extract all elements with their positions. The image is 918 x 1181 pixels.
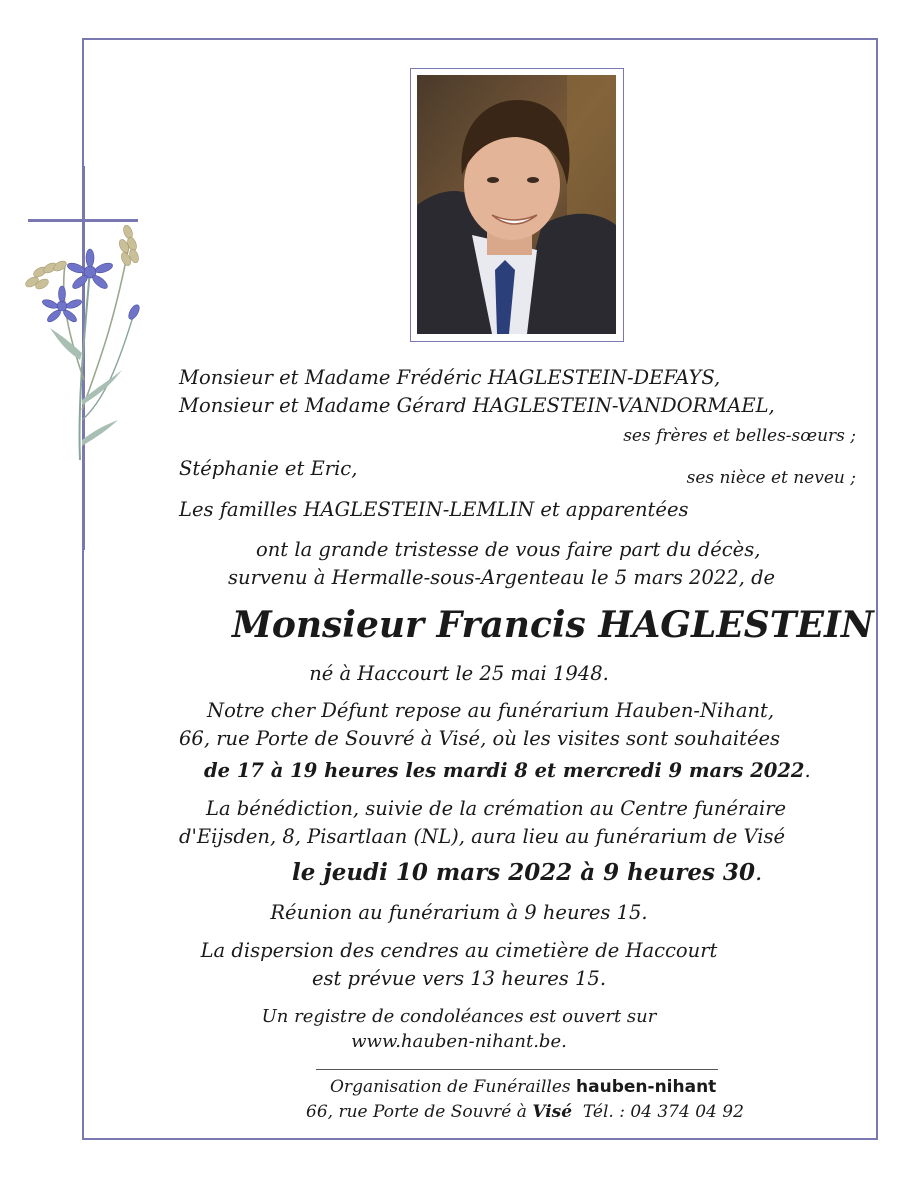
footer-organisation [330, 1077, 716, 1097]
ceremony-date-end: . [754, 860, 763, 886]
footer-address-prefix: 66, rue Porte de Souvré à [306, 1102, 527, 1122]
ceremony-date [292, 859, 762, 886]
dispersion-line-2: est prévue vers 13 heures 15. [311, 967, 607, 990]
portrait-photo [417, 75, 616, 334]
visiting-hours [204, 759, 811, 782]
dispersion-line-1: La dispersion des cendres au cimetière de Haccourt [200, 939, 718, 962]
visiting-hours-text: de 17 à 19 heures les mardi 8 et mercredi 9 mars 2022 [204, 759, 805, 782]
family-relation-2: ses nièce et neveu ; [686, 468, 856, 488]
meeting-line: Réunion au funérarium à 9 heures 15. [270, 901, 648, 924]
footer-org-prefix: Organisation de Funérailles [330, 1077, 571, 1097]
portrait-frame [410, 68, 624, 342]
footer-divider [316, 1069, 718, 1070]
deceased-name: Monsieur Francis HAGLESTEIN [232, 604, 874, 646]
ceremony-line-2: d'Eijsden, 8, Pisartlaan (NL), aura lieu au funérarium de Visé [179, 825, 786, 848]
brand-logo: hauben-nihant [576, 1077, 717, 1097]
footer-address [306, 1102, 744, 1122]
family-line-2: Monsieur et Madame Gérard HAGLESTEIN-VANDORMAEL, [179, 394, 775, 417]
visiting-hours-end: . [804, 759, 811, 782]
family-line-4: Les familles HAGLESTEIN-LEMLIN et apparentées [179, 498, 689, 521]
register-line-1: Un registre de condoléances est ouvert sur [261, 1006, 657, 1027]
family-line-3: Stéphanie et Eric, [179, 457, 358, 480]
family-line-1: Monsieur et Madame Frédéric HAGLESTEIN-DEFAYS, [179, 366, 721, 389]
ceremony-line-1: La bénédiction, suivie de la crémation au Centre funéraire [206, 797, 787, 820]
register-url[interactable]: www.hauben-nihant.be. [351, 1031, 567, 1052]
rest-line-2: 66, rue Porte de Souvré à Visé, où les visites sont souhaitées [179, 727, 781, 750]
cornflower-wheat-icon [10, 210, 160, 470]
ceremony-date-text: le jeudi 10 mars 2022 à 9 heures 30 [292, 859, 755, 886]
footer-phone: Tél. : 04 374 04 92 [582, 1102, 744, 1122]
birth-line: né à Haccourt le 25 mai 1948. [309, 662, 609, 685]
rest-line-1: Notre cher Défunt repose au funérarium Hauben-Nihant, [207, 699, 775, 722]
family-relation-1: ses frères et belles-sœurs ; [623, 426, 856, 446]
announcement-line-2: survenu à Hermalle-sous-Argenteau le 5 mars 2022, de [228, 566, 776, 589]
footer-city: Visé [532, 1102, 573, 1122]
announcement-line-1: ont la grande tristesse de vous faire part du décès, [256, 538, 761, 561]
